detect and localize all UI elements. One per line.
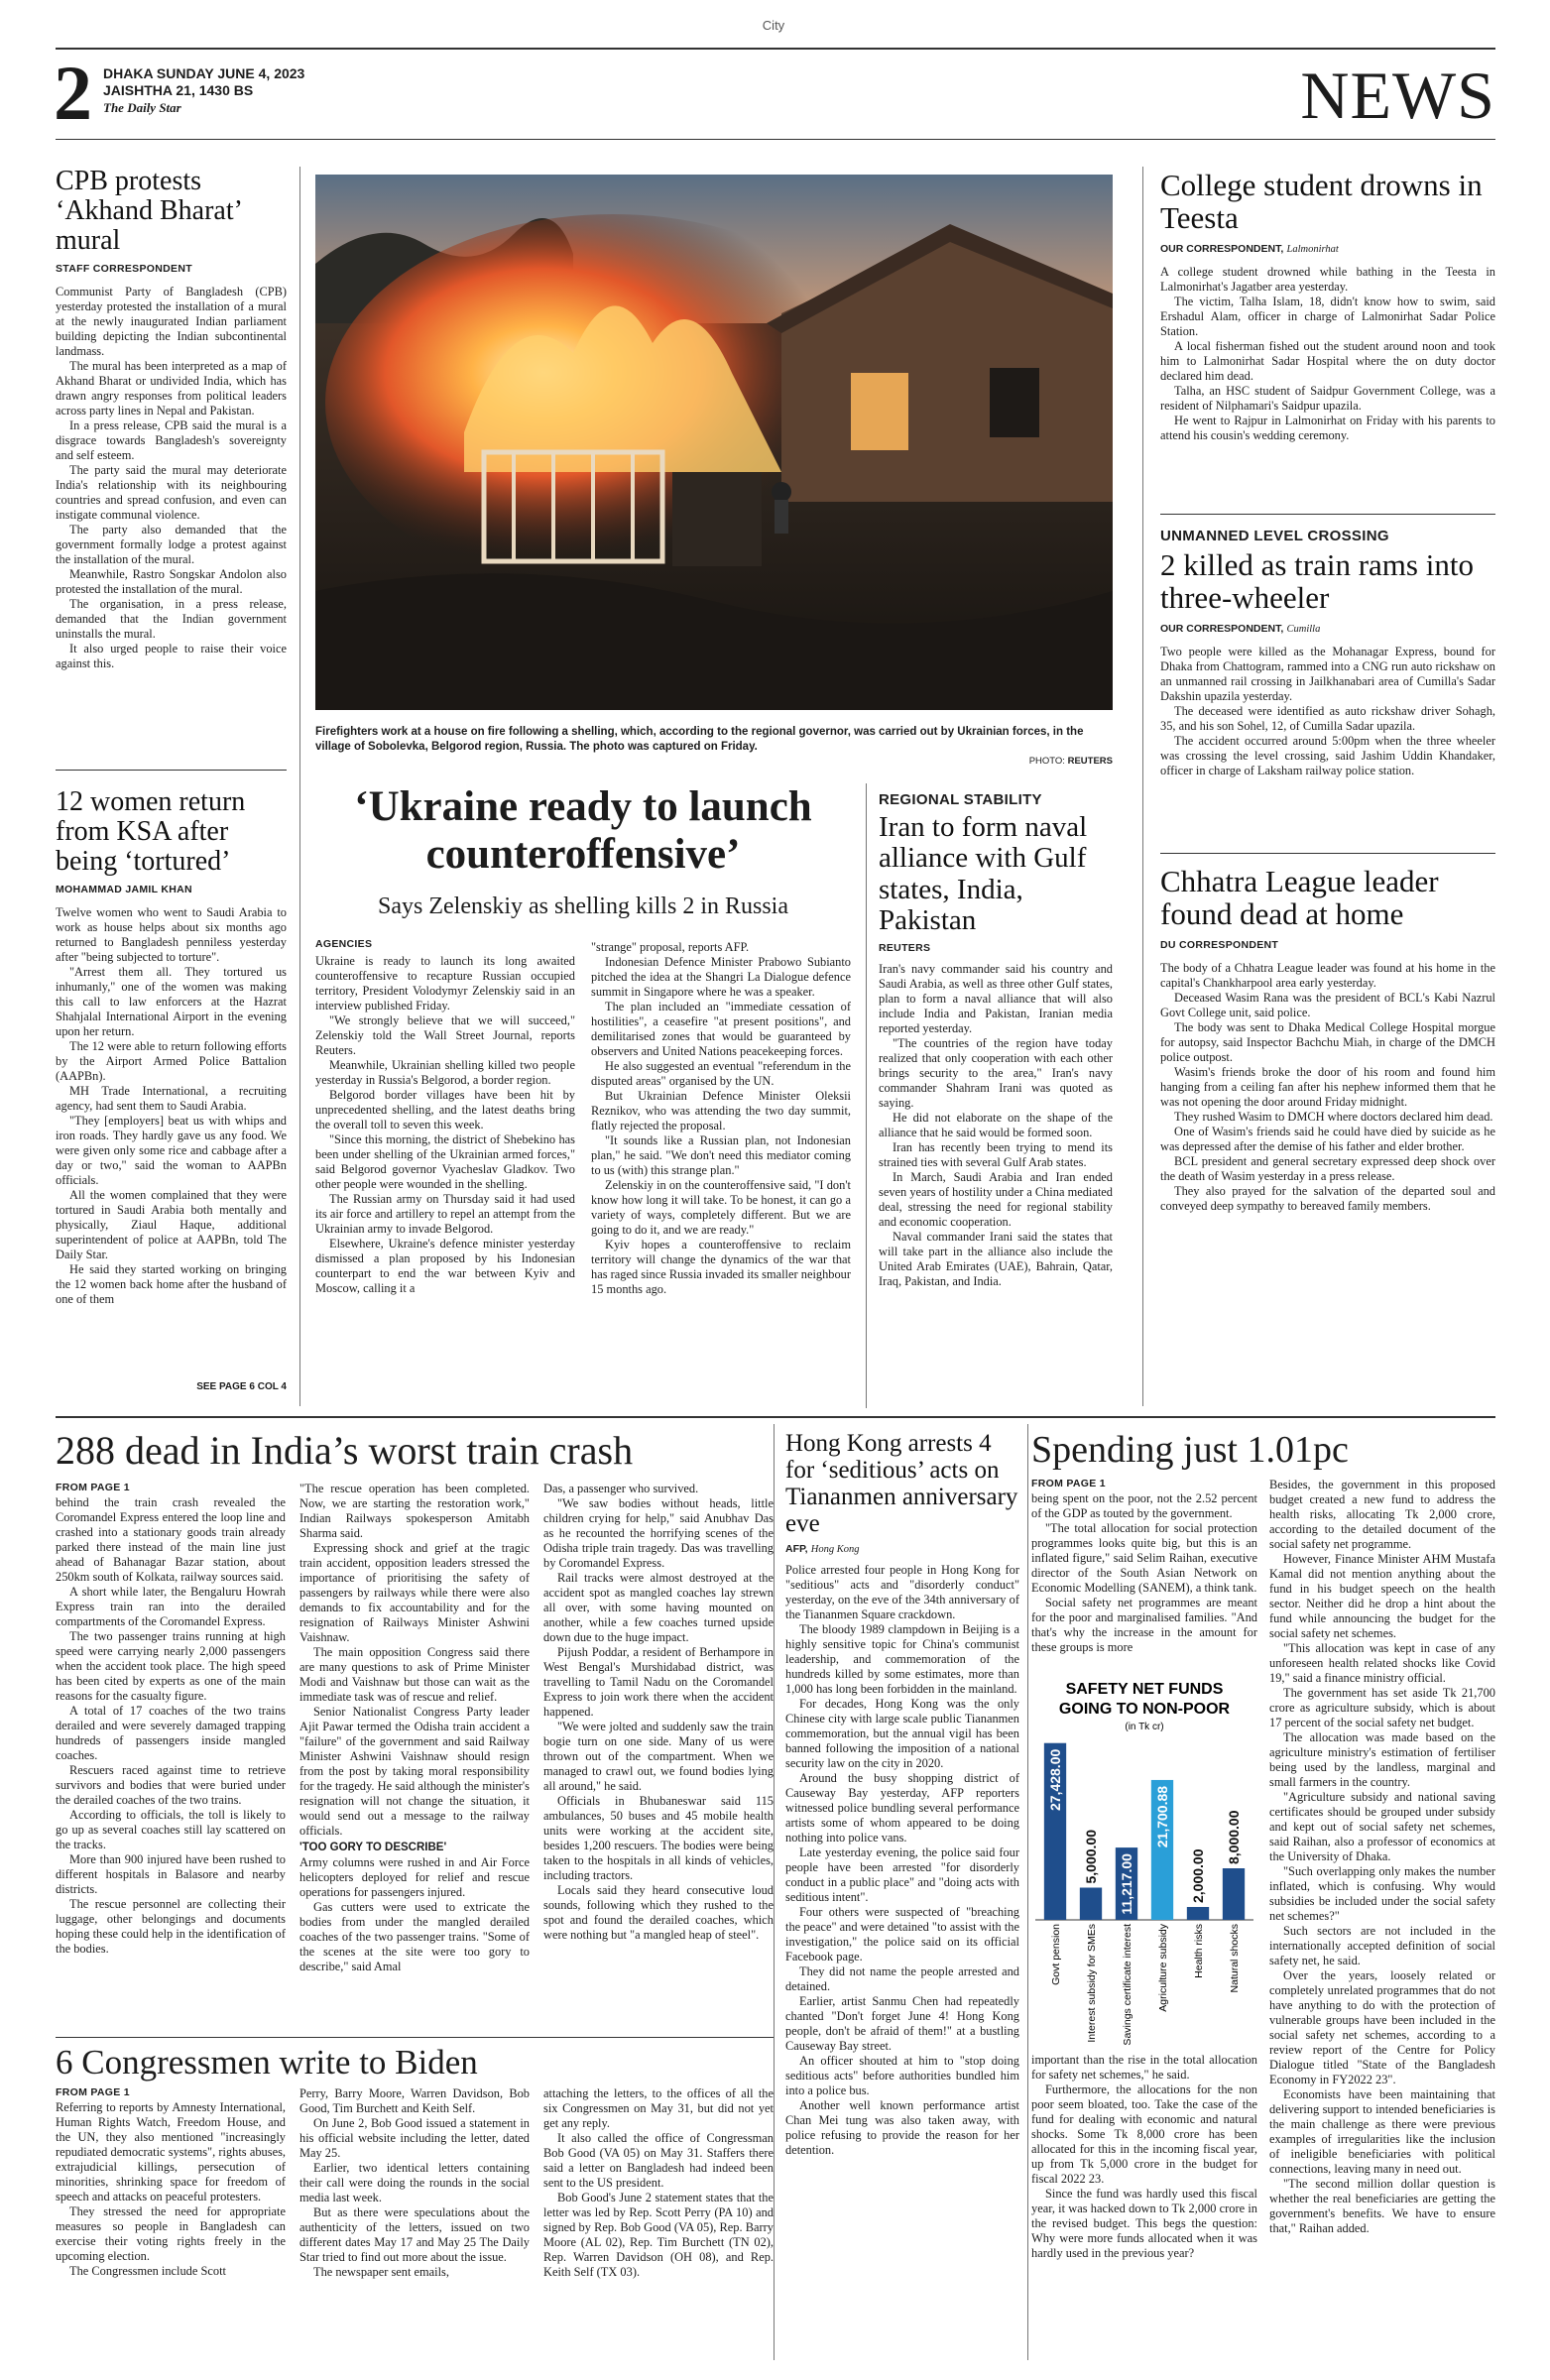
hk-body (785, 1563, 1019, 2317)
paragraph: In a press release, CPB said the mural is a disgrace towards Bangladesh's sovereignty and self esteem. (56, 417, 287, 462)
paragraph: Two people were killed as the Mohanagar Express, bound for Dhaka from Chattogram, rammed into a CNG run auto rickshaw on an unmanned rail crossing in Jailkhanabari area of Cumilla's Sadar Dakshin upazila yesterday. (1160, 644, 1495, 703)
paragraph: Furthermore, the allocations for the non poor seem bloated, too. Take the case of the fund for dealing with economic and natural shocks. Some Tk 8,000 crore has been allocated for this in the incoming fiscal year, up from Tk 5,000 crore in the budget for fiscal 2022 23. (1031, 2082, 1257, 2186)
paragraph: They also prayed for the salvation of the departed soul and conveyed deep sympathy to bereaved family members. (1160, 1183, 1495, 1213)
section-title: NEWS (1300, 58, 1495, 133)
paragraph: Officials in Bhubaneswar said 115 ambulances, 50 buses and 45 mobile health units were working at the accident site, besides 1,200 rescuers. The bodies were being taken to the hospitals in all kinds of vehicles, including tractors. (543, 1794, 774, 1882)
paragraph: "Such overlapping only makes the number inflated, which is confusing. Why would subsidies be included under the social safety net schemes?" (1269, 1864, 1495, 1923)
paragraph: Over the years, loosely related or completely unrelated programmes that do not have anything to do with the protection of vulnerable groups have been included in the social safety net schemes, according to a review report of the Centre for Policy Dialogue titled "State of the Bangladesh Economy in FY2022 23". (1269, 1968, 1495, 2086)
ukraine-col1 (315, 954, 575, 1408)
paragraph: The plan included an "immediate cessation of hostilities", a ceasefire "at present positions", and demilitarised zones that would be guaranteed by observers and United Nations peacekeeping forces. (591, 1000, 851, 1058)
paragraph: Pijush Poddar, a resident of Berhampore in West Bengal's Murshidabad district, was travelling to Tamil Nadu on the Coromandel Express to join work there when the accident happened. (543, 1645, 774, 1719)
paragraph: The two passenger trains running at high speed were carrying nearly 2,000 passengers when the accident took place. The high speed has been cited by experts as one of the main reasons for the casualty figure. (56, 1629, 286, 1703)
paragraph: For decades, Hong Kong was the only Chinese city with large scale public Tiananmen commemoration, but the annual vigil has been banned following the imposition of a national security law on the city in 2020. (785, 1697, 1019, 1770)
cpb-story (56, 167, 287, 743)
paragraph: The newspaper sent emails, (313, 2265, 449, 2279)
crash-headline: 288 dead in India’s worst train crash (56, 1428, 634, 1473)
paragraph: A local fisherman fished out the student around noon and took him to Lalmonirhat Sadar Hospital where the on duty doctor declared him dead. (1160, 338, 1495, 383)
chart-category-label: Savings certificate interest (1122, 1924, 1133, 2046)
paragraph: A college student drowned while bathing in the Teesta in Lalmonirhat's Jagatber area yesterday. (1160, 264, 1495, 294)
paragraph: "We saw bodies without heads, little children crying for help," said Anubhav Das as he recounted the horrifying scenes of the Odisha triple train tragedy. Das was travelling by Coromandel Express. (543, 1496, 774, 1570)
teesta-headline: College student drowns in Teesta (1160, 168, 1483, 236)
spending-col1-top (1031, 1491, 1257, 1660)
teesta-byline: OUR CORRESPONDENT, Lalmonirhat (1160, 242, 1339, 255)
paragraph: "The total allocation for social protection programmes looks quite big, but this is an inflated figure," said Selim Raihan, executive director of the South Asian Network on Economic Modelling (SANEM), a think tank. (1031, 1521, 1257, 1595)
crash-col2 (299, 1482, 530, 2027)
paragraph: Locals said they heard consecutive loud sounds, following which they rushed to the spot and found the derailed coaches, which were nothing but "a mangled heap of steel". (543, 1883, 774, 1942)
iran-body (879, 962, 1113, 1390)
crash-from: FROM PAGE 1 (56, 1482, 130, 1493)
paragraph: Social safety net programmes are meant for the poor and marginalised families. "And that's why the increase in the amount for these groups is more (1031, 1596, 1257, 1654)
biden-from: FROM PAGE 1 (56, 2086, 130, 2098)
paragraph: On June 2, Bob Good issued a statement in his official website including the letter, dated May 25. (299, 2116, 530, 2160)
iran-byline: REUTERS (879, 942, 931, 955)
paragraph: But as there were speculations about the authenticity of the letters, issued on two different dates May 17 and May 25 The Daily Star tried to find out more about the issue. (299, 2205, 530, 2264)
paragraph: Indonesian Defence Minister Prabowo Subianto pitched the idea at the Shangri La Dialogue defence summit in Singapore where he was a speaker. (591, 955, 851, 999)
paragraph: Four others were suspected of "breaching the peace" and were detained "to assist with the investigation," the police said on its official Facebook page. (785, 1905, 1019, 1964)
paragraph: Meanwhile, Rastro Songskar Andolon also protested the installation of the mural. (56, 566, 287, 596)
paragraph: The body was sent to Dhaka Medical College Hospital morgue for autopsy, said Inspector Bachchu Miah, in charge of the DMCH police outpost. (1160, 1019, 1495, 1064)
paragraph: Police arrested four people in Hong Kong for "seditious" acts and "disorderly conduct" yesterday, on the eve of the 34th anniversary of the Tiananmen Square crackdown. (785, 1563, 1019, 1621)
paragraph: "This allocation was kept in case of any unforeseen health related shocks like Covid 19," said a finance ministry official. (1269, 1641, 1495, 1685)
paragraph: MH Trade International, a recruiting agency, had sent them to Saudi Arabia. (56, 1083, 287, 1113)
paragraph: Earlier, two identical letters containing their call were doing the rounds in the social media last week. (299, 2161, 530, 2204)
chart-value-label: 8,000.00 (1226, 1810, 1242, 1864)
paragraph: Late yesterday evening, the police said four people have been arrested "for disorderly conduct in a public place" and "doing acts with seditious intent". (785, 1845, 1019, 1904)
cpb-byline: STAFF CORRESPONDENT (56, 262, 192, 275)
paragraph: Zelenskiy in on the counteroffensive said, "I don't know how long it will take. To be honest, it can go a variety of ways, completely different. But we are going to do it, and we are ready." (591, 1178, 851, 1237)
chart-title: SAFETY NET FUNDS (1065, 1681, 1224, 1698)
folio: City (762, 18, 785, 33)
page-number: 2 (54, 50, 92, 136)
crash-subhead: 'TOO GORY TO DESCRIBE' (299, 1842, 447, 1853)
paragraph: He also suggested an eventual "referendum in the disputed areas" organised by the UN. (591, 1059, 851, 1088)
paragraph: According to officials, the toll is likely to go up as several coaches still lay scattered on the tracks. (56, 1808, 286, 1851)
paragraph: "Agriculture subsidy and national saving certificates should be grouped under subsidy and kept out of social safety net schemes, said Raihan, also a professor of economics at the University of Dhaka. (1269, 1790, 1495, 1863)
chhatra-body (1160, 961, 1495, 1358)
paragraph: Iran's navy commander said his country and Saudi Arabia, as well as three other Gulf states, plan to form a naval alliance that will also include India and Pakistan, Iranian media reported yesterday. (879, 962, 1113, 1036)
chart-value-label: 11,217.00 (1119, 1853, 1134, 1915)
paragraph: attaching the letters, to the offices of all the six Congressmen on May 31, but did not yet get any reply. (543, 2086, 774, 2130)
iran-story (879, 791, 1113, 1390)
photo-caption (315, 725, 1113, 769)
chart-bar (1223, 1868, 1245, 1920)
women-story (56, 787, 287, 1392)
paragraph: Iran has recently been trying to mend its strained ties with several Gulf Arab states. (879, 1140, 1113, 1170)
women-byline: MOHAMMAD JAMIL KHAN (56, 883, 192, 895)
paragraph: They stressed the need for appropriate measures so people in Bangladesh can exercise their voting rights freely in the upcoming election. (56, 2204, 286, 2263)
paragraph: "They [employers] beat us with whips and iron roads. They hardly gave us any food. We were given only some rice and cabbage after a day or two," said the woman to AAPBn officials. (56, 1113, 287, 1187)
paragraph: A short while later, the Bengaluru Howrah Express train ran into the derailed compartments of the Coromandel Express. (56, 1585, 286, 1628)
paragraph: The victim, Talha Islam, 18, didn't know how to swim, said Ershadul Alam, officer in charge of Lalmonirhat Sadar Police Station. (1160, 294, 1495, 338)
paragraph: The bloody 1989 clampdown in Beijing is a highly sensitive topic for China's communist leadership, and commemoration of the hundreds killed by some estimates, more than 1,000 has long been forbidden in the mainland. (785, 1622, 1019, 1696)
chhatra-story (1160, 865, 1495, 1358)
paragraph: More than 900 injured have been rushed to different hospitals in Balasore and nearby districts. (56, 1852, 286, 1896)
photo-credit: PHOTO: REUTERS (1028, 756, 1113, 767)
paragraph: Such sectors are not included in the internationally accepted definition of social safety net, he said. (1269, 1924, 1495, 1967)
chart-value-label: 21,700.88 (1154, 1785, 1170, 1848)
paragraph: Since the fund was hardly used this fiscal year, it was hacked down to Tk 2,000 crore in the revised budget. This begs the question: Why were more funds allocated when it was hardly used in the previous year? (1031, 2187, 1257, 2260)
caption-text: Firefighters work at a house on fire following a shelling, which, according to the regional governor, was carried out by Ukrainian forces, in the village of Sobolevka, Belgorod region, Russia. The photo was captured on Friday. (315, 726, 1084, 753)
crash-col1 (56, 1495, 286, 2027)
paragraph: Besides, the government in this proposed budget created a new fund to address the health risks, allocating Tk 2,000 crore, according to the detailed document of the social safety net programme. (1269, 1478, 1495, 1551)
paragraph: The 12 were able to return following efforts by the Airport Armed Police Battalion (AAPBn). (56, 1038, 287, 1083)
chhatra-byline: DU CORRESPONDENT (1160, 938, 1279, 951)
paragraph: The party said the mural may deteriorate India's relationship with its neighbouring countries and spread confusion, and even can instigate communal violence. (56, 462, 287, 522)
ukraine-col2 (591, 940, 851, 1408)
biden-headline: 6 Congressmen write to Biden (56, 2043, 478, 2082)
paragraph: Naval commander Irani said the states that will take part in the alliance also include the United Arab Emirates (UAE), Bahrain, Qatar, Iraq, Pakistan, and India. (879, 1230, 1113, 1289)
paragraph: An officer shouted at him to "stop doing seditious acts" before authorities bundled him into a police bus. (785, 2054, 1019, 2097)
train2-kicker: UNMANNED LEVEL CROSSING (1160, 528, 1389, 544)
chart-subtitle: (in Tk cr) (1125, 1722, 1164, 1732)
paragraph: Earlier, artist Sanmu Chen had repeatedly chanted "Don't forget June 4! Hong Kong people, don't be afraid of them!" at a bustling Causeway Bay street. (785, 1994, 1019, 2053)
paragraph: He said they started working on bringing the 12 women back home after the husband of one of them (56, 1261, 287, 1306)
date-line: DHAKA SUNDAY JUNE 4, 2023 (103, 65, 305, 81)
safety-net-chart (1031, 1672, 1257, 2047)
paragraph: The deceased were identified as auto rickshaw driver Sohagh, 35, and his son Sohel, 12, of Cumilla Sadar upazila. (1160, 703, 1495, 733)
paragraph: The rescue personnel are collecting their luggage, other belongings and documents hoping these could help in the identification of the bodies. (56, 1897, 286, 1956)
biden-col3 (543, 2086, 774, 2360)
paragraph: Army columns were rushed in and Air Force helicopters deployed for relief and rescue operations for passengers injured. (299, 1855, 530, 1899)
chart-category-label: Natural shocks (1229, 1924, 1241, 1993)
teesta-story (1160, 169, 1495, 503)
spending-col1-bottom (1031, 2053, 1257, 2360)
paragraph: He did not elaborate on the shape of the alliance that he said would be formed soon. (879, 1111, 1113, 1140)
paragraph: Around the busy shopping district of Causeway Bay yesterday, AFP reporters witnessed police bundling several performance artists some of whom appeared to be doing nothing into police vans. (785, 1771, 1019, 1844)
train2-headline: 2 killed as train rams into three-wheeler (1160, 547, 1474, 616)
chart-category-label: Interest subsidy for SMEs (1086, 1924, 1098, 2043)
paragraph: Economists have been maintaining that delivering support to intended beneficiaries is the main challenge as there were previous examples of irregularities like the inclusion of ineligible beneficiaries with political connections, leaving many in need out. (1269, 2087, 1495, 2176)
paragraph: The government has set aside Tk 21,700 crore as agriculture subsidy, which is about 17 percent of the social safety net budget. (1269, 1686, 1495, 1729)
paragraph: Ukraine is ready to launch its long awaited counteroffensive to recapture Russian occupied territory, President Volodymyr Zelenskiy said in an interview published Friday. (315, 954, 575, 1012)
paragraph: All the women complained that they were tortured in Saudi Arabia both mentally and physically, Ziaul Haque, additional superintendent of police at AAPBn, told The Daily Star. (56, 1187, 287, 1261)
paragraph: He went to Rajpur in Lalmonirhat on Friday with his parents to attend his cousin's wedding ceremony. (1160, 413, 1495, 442)
paragraph: Perry, Barry Moore, Warren Davidson, Bob Good, Tim Burchett and Keith Self. (299, 2086, 530, 2115)
paragraph: Talha, an HSC student of Saidpur Government College, was a resident of Nilphamari's Saidpur upazila. (1160, 383, 1495, 413)
paragraph: The mural has been interpreted as a map of Akhand Bharat or undivided India, which has drawn angry responses from political leaders across party lines in Nepal and Pakistan. (56, 358, 287, 417)
hk-byline: AFP, Hong Kong (785, 1543, 860, 1555)
paragraph: The Congressmen include Scott (69, 2264, 226, 2278)
paragraph: However, Finance Minister AHM Mustafa Kamal did not mention anything about the fund in his budget speech on the health sector. Neither did he drop a hint about the fund while announcing the budget for the social safety net schemes. (1269, 1552, 1495, 1640)
chart-category-label: Health risks (1193, 1924, 1205, 1978)
paragraph: Rescuers raced against time to retrieve survivors and bodies that were buried under the derailed coaches of the two trains. (56, 1763, 286, 1807)
paragraph: The organisation, in a press release, demanded that the Indian government uninstalls the mural. (56, 596, 287, 641)
paragraph: important than the rise in the total allocation for safety net schemes," he said. (1031, 2053, 1257, 2082)
paragraph: "The second million dollar question is whether the real beneficiaries are getting the government's benefits. We have to ensure that," Raihan added. (1269, 2177, 1495, 2235)
train2-story (1160, 528, 1495, 853)
chart-value-label: 27,428.00 (1047, 1748, 1063, 1812)
paragraph: Senior Nationalist Congress Party leader Ajit Pawar termed the Odisha train accident a "failure" of the government and said Railway Minister Ashwini Vaishnaw should resign from the post by taking moral responsibility for the tragedy. He said although the minister's resignation will not change the situation, it would send out a message to the railway officials. (299, 1705, 530, 1838)
paragraph: "The rescue operation has been completed. Now, we are starting the restoration work," Indian Railways spokesperson Amitabh Sharma said. (299, 1482, 530, 1540)
paragraph: They did not name the people arrested and detained. (785, 1964, 1019, 1993)
fire-photo (315, 175, 1113, 710)
crash-col3 (543, 1482, 774, 2027)
paragraph: They rushed Wasim to DMCH where doctors declared him dead. (1174, 1109, 1493, 1124)
cpb-headline: CPB protests ‘Akhand Bharat’ mural (56, 166, 241, 257)
paragraph: Bob Good's June 2 statement states that the letter was led by Rep. Scott Perry (PA 10) and signed by Rep. Bob Good (VA 05), Rep. Barry Moore (AL 02), Rep. Tim Burchett (TN 02), Rep. Warren Davidson (OH 08), and Rep. Keith Self (TX 03). (543, 2191, 774, 2279)
paragraph: Expressing shock and grief at the tragic train accident, opposition leaders stressed the importance of prioritising the safety of passengers by railways while there were also demands to fix accountability and for the resignation of Railways Minister Ashwini Vaishnaw. (299, 1541, 530, 1644)
paragraph: The Russian army on Thursday said it had used its air force and artillery to repel an attempt from the Ukrainian army to invade Belgorod. (315, 1192, 575, 1236)
biden-col1 (56, 2100, 286, 2360)
ukraine-headline: ‘Ukraine ready to launch counteroffensive’ (354, 783, 812, 878)
paper-name: The Daily Star (103, 100, 181, 115)
paragraph: Rail tracks were almost destroyed at the accident spot as mangled coaches lay strewn all over, with some having mounted on another, while a few coaches turned upside down due to the huge impact. (543, 1571, 774, 1644)
paragraph: In March, Saudi Arabia and Iran ended seven years of hostility under a China mediated deal, stressing the need for regional stability and economic cooperation. (879, 1170, 1113, 1230)
paragraph: It also urged people to raise their voice against this. (56, 641, 287, 670)
hk-story (785, 1430, 1019, 2317)
women-jump[interactable]: SEE PAGE 6 COL 4 (196, 1380, 287, 1392)
paragraph: "It sounds like a Russian plan, not Indonesian plan," he said. "We don't need this mediator coming to us (with) this strange plan." (591, 1133, 851, 1177)
paragraph: Elsewhere, Ukraine's defence minister yesterday dismissed a plan proposed by his Indonesian counterpart to end the war between Kyiv and Moscow, calling it a (315, 1237, 575, 1295)
chart-svg (1031, 1672, 1257, 2047)
paragraph: The accident occurred around 5:00pm when the three wheeler was crossing the level crossing, said Jashim Uddin Khandaker, officer in charge of Laksham railway police station. (1160, 733, 1495, 777)
paragraph: The allocation was made based on the agriculture ministry's estimation of fertiliser being used by the landless, marginal and small farmers in the country. (1269, 1730, 1495, 1789)
spending-headline: Spending just 1.01pc (1031, 1429, 1349, 1471)
paragraph: Deceased Wasim Rana was the president of BCL's Kabi Nazrul Govt College unit, said police. (1160, 990, 1495, 1019)
paragraph: Twelve women who went to Saudi Arabia to work as house helps about six months ago returned to Bangladesh penniless yesterday after "being subjected to torture". (56, 904, 287, 964)
hk-headline: Hong Kong arrests 4 for ‘seditious’ acts on Tiananmen anniversary eve (785, 1430, 1018, 1537)
paragraph: being spent on the poor, not the 2.52 percent of the GDP as touted by the government. (1031, 1491, 1257, 1520)
chart-bar (1080, 1888, 1102, 1921)
paragraph: Communist Party of Bangladesh (CPB) yesterday protested the installation of a mural at the newly inaugurated Indian parliament building depicting the Indian subcontinental landmass. (56, 284, 287, 358)
iran-kicker: REGIONAL STABILITY (879, 791, 1042, 808)
chart-title-line2: GOING TO NON-POOR (1058, 1701, 1231, 1718)
paragraph: BCL president and general secretary expressed deep shock over the death of Wasim yesterday in a press release. (1160, 1153, 1495, 1183)
paragraph: "The countries of the region have today realized that only cooperation with each other brings security to the area," Iran's navy commander Shahram Irani was quoted as saying. (879, 1036, 1113, 1111)
chart-value-label: 2,000.00 (1190, 1848, 1206, 1903)
paragraph: Das, a passenger who survived. (543, 1482, 699, 1495)
train2-body (1160, 645, 1495, 853)
paragraph: The party also demanded that the government formally lodge a protest against the installation of the mural. (56, 522, 287, 566)
paragraph: Meanwhile, Ukrainian shelling killed two people yesterday in Russia's Belgorod, a border region. (315, 1058, 575, 1087)
paragraph: Wasim's friends broke the door of his room and found him hanging from a ceiling fan after his nephew informed them that he was not opening the door around Friday midnight. (1160, 1064, 1495, 1109)
ukraine-byline: AGENCIES (315, 938, 373, 950)
paragraph: Gas cutters were used to extricate the bodies from under the mangled derailed coaches of the two passenger trains. "Some of the scenes at the site were too gory to describe," said Amal (299, 1900, 530, 1973)
train2-byline: OUR CORRESPONDENT, Cumilla (1160, 622, 1321, 635)
teesta-body (1160, 265, 1495, 503)
paragraph: Another well known performance artist Chan Mei tung was also taken away, with police refusing to provide the reason for her detention. (785, 2098, 1019, 2157)
paragraph: "We strongly believe that we will succeed," Zelenskiy told the Wall Street Journal, reports Reuters. (315, 1013, 575, 1057)
paragraph: Belgorod border villages have been hit by unprecedented shelling, and the latest deaths bring the overall toll to seven this week. (315, 1088, 575, 1131)
spending-from: FROM PAGE 1 (1031, 1478, 1106, 1489)
chart-category-label: Govt pension (1050, 1924, 1062, 1985)
paragraph: The body of a Chhatra League leader was found at his home in the capital's Chankharpool area early yesterday. (1160, 960, 1495, 990)
paragraph: The main opposition Congress said there are many questions to ask of Prime Minister Modi and Vaishnaw but those can wait as the immediate task was of rescue and relief. (299, 1645, 530, 1704)
cpb-body (56, 285, 287, 743)
chart-category-label: Agriculture subsidy (1157, 1924, 1169, 2012)
paragraph: "Arrest them all. They tortured us inhumanly," one of the women was making this call to law enforcers at the Hazrat Shahjalal International Airport in the evening upon her return. (56, 964, 287, 1038)
women-body (56, 905, 287, 1379)
biden-col2 (299, 2086, 530, 2360)
paragraph: It also called the office of Congressman Bob Good (VA 05) on May 31. Staffers there said a letter on Bangladesh had indeed been sent to the US president. (543, 2131, 774, 2190)
paragraph: Kyiv hopes a counteroffensive to reclaim territory will change the dynamics of the war that has raged since Russia invaded its smaller neighbour 15 months ago. (591, 1238, 851, 1296)
paragraph: But Ukrainian Defence Minister Oleksii Reznikov, who was attending the two day summit, flatly rejected the proposal. (591, 1089, 851, 1132)
paragraph: One of Wasim's friends said he could have died by suicide as he was depressed after the demise of his father and elder brother. (1160, 1124, 1495, 1153)
chart-bar (1187, 1907, 1209, 1920)
ukraine-deck: Says Zelenskiy as shelling kills 2 in Russia (378, 893, 788, 919)
paragraph: behind the train crash revealed the Coromandel Express entered the loop line and crashed into a stationary goods train already parked there instead of the main line just ahead of Bahanagar Bazar station, about 250km south of Kolkata, railway sources said. (56, 1495, 286, 1584)
paragraph: Referring to reports by Amnesty International, Human Rights Watch, Freedom House, and the UN, they also mentioned "increasingly repudiated democratic systems", rights abuses, extrajudicial killings, persecution of minorities, shrinking space for freedom of speech and attacks on peaceful protesters. (56, 2100, 286, 2203)
date-bangla: JAISHTHA 21, 1430 BS (103, 82, 254, 98)
spending-col2 (1269, 1478, 1495, 2360)
women-headline: 12 women return from KSA after being ‘tortured’ (56, 786, 246, 878)
dateline (103, 65, 304, 116)
chhatra-headline: Chhatra League leader found dead at home (1160, 864, 1439, 932)
paragraph: "We were jolted and suddenly saw the train bogie turn on one side. Many of us were thrown out of the compartment. When we managed to crawl out, we found bodies lying all around," he said. (543, 1720, 774, 1793)
paragraph: "Since this morning, the district of Shebekino has been under shelling of the Ukrainian armed forces," said Belgorod governor Vyacheslav Gladkov. Two other people were wounded in the shelling. (315, 1132, 575, 1191)
paragraph: "strange" proposal, reports AFP. (591, 940, 750, 954)
chart-value-label: 5,000.00 (1083, 1830, 1099, 1884)
paragraph: A total of 17 coaches of the two trains derailed and were severely damaged trapping hundreds of passengers inside mangled coaches. (56, 1704, 286, 1762)
iran-headline: Iran to form naval alliance with Gulf states, India, Pakistan (879, 811, 1088, 936)
fire-photo-image (315, 175, 1113, 710)
